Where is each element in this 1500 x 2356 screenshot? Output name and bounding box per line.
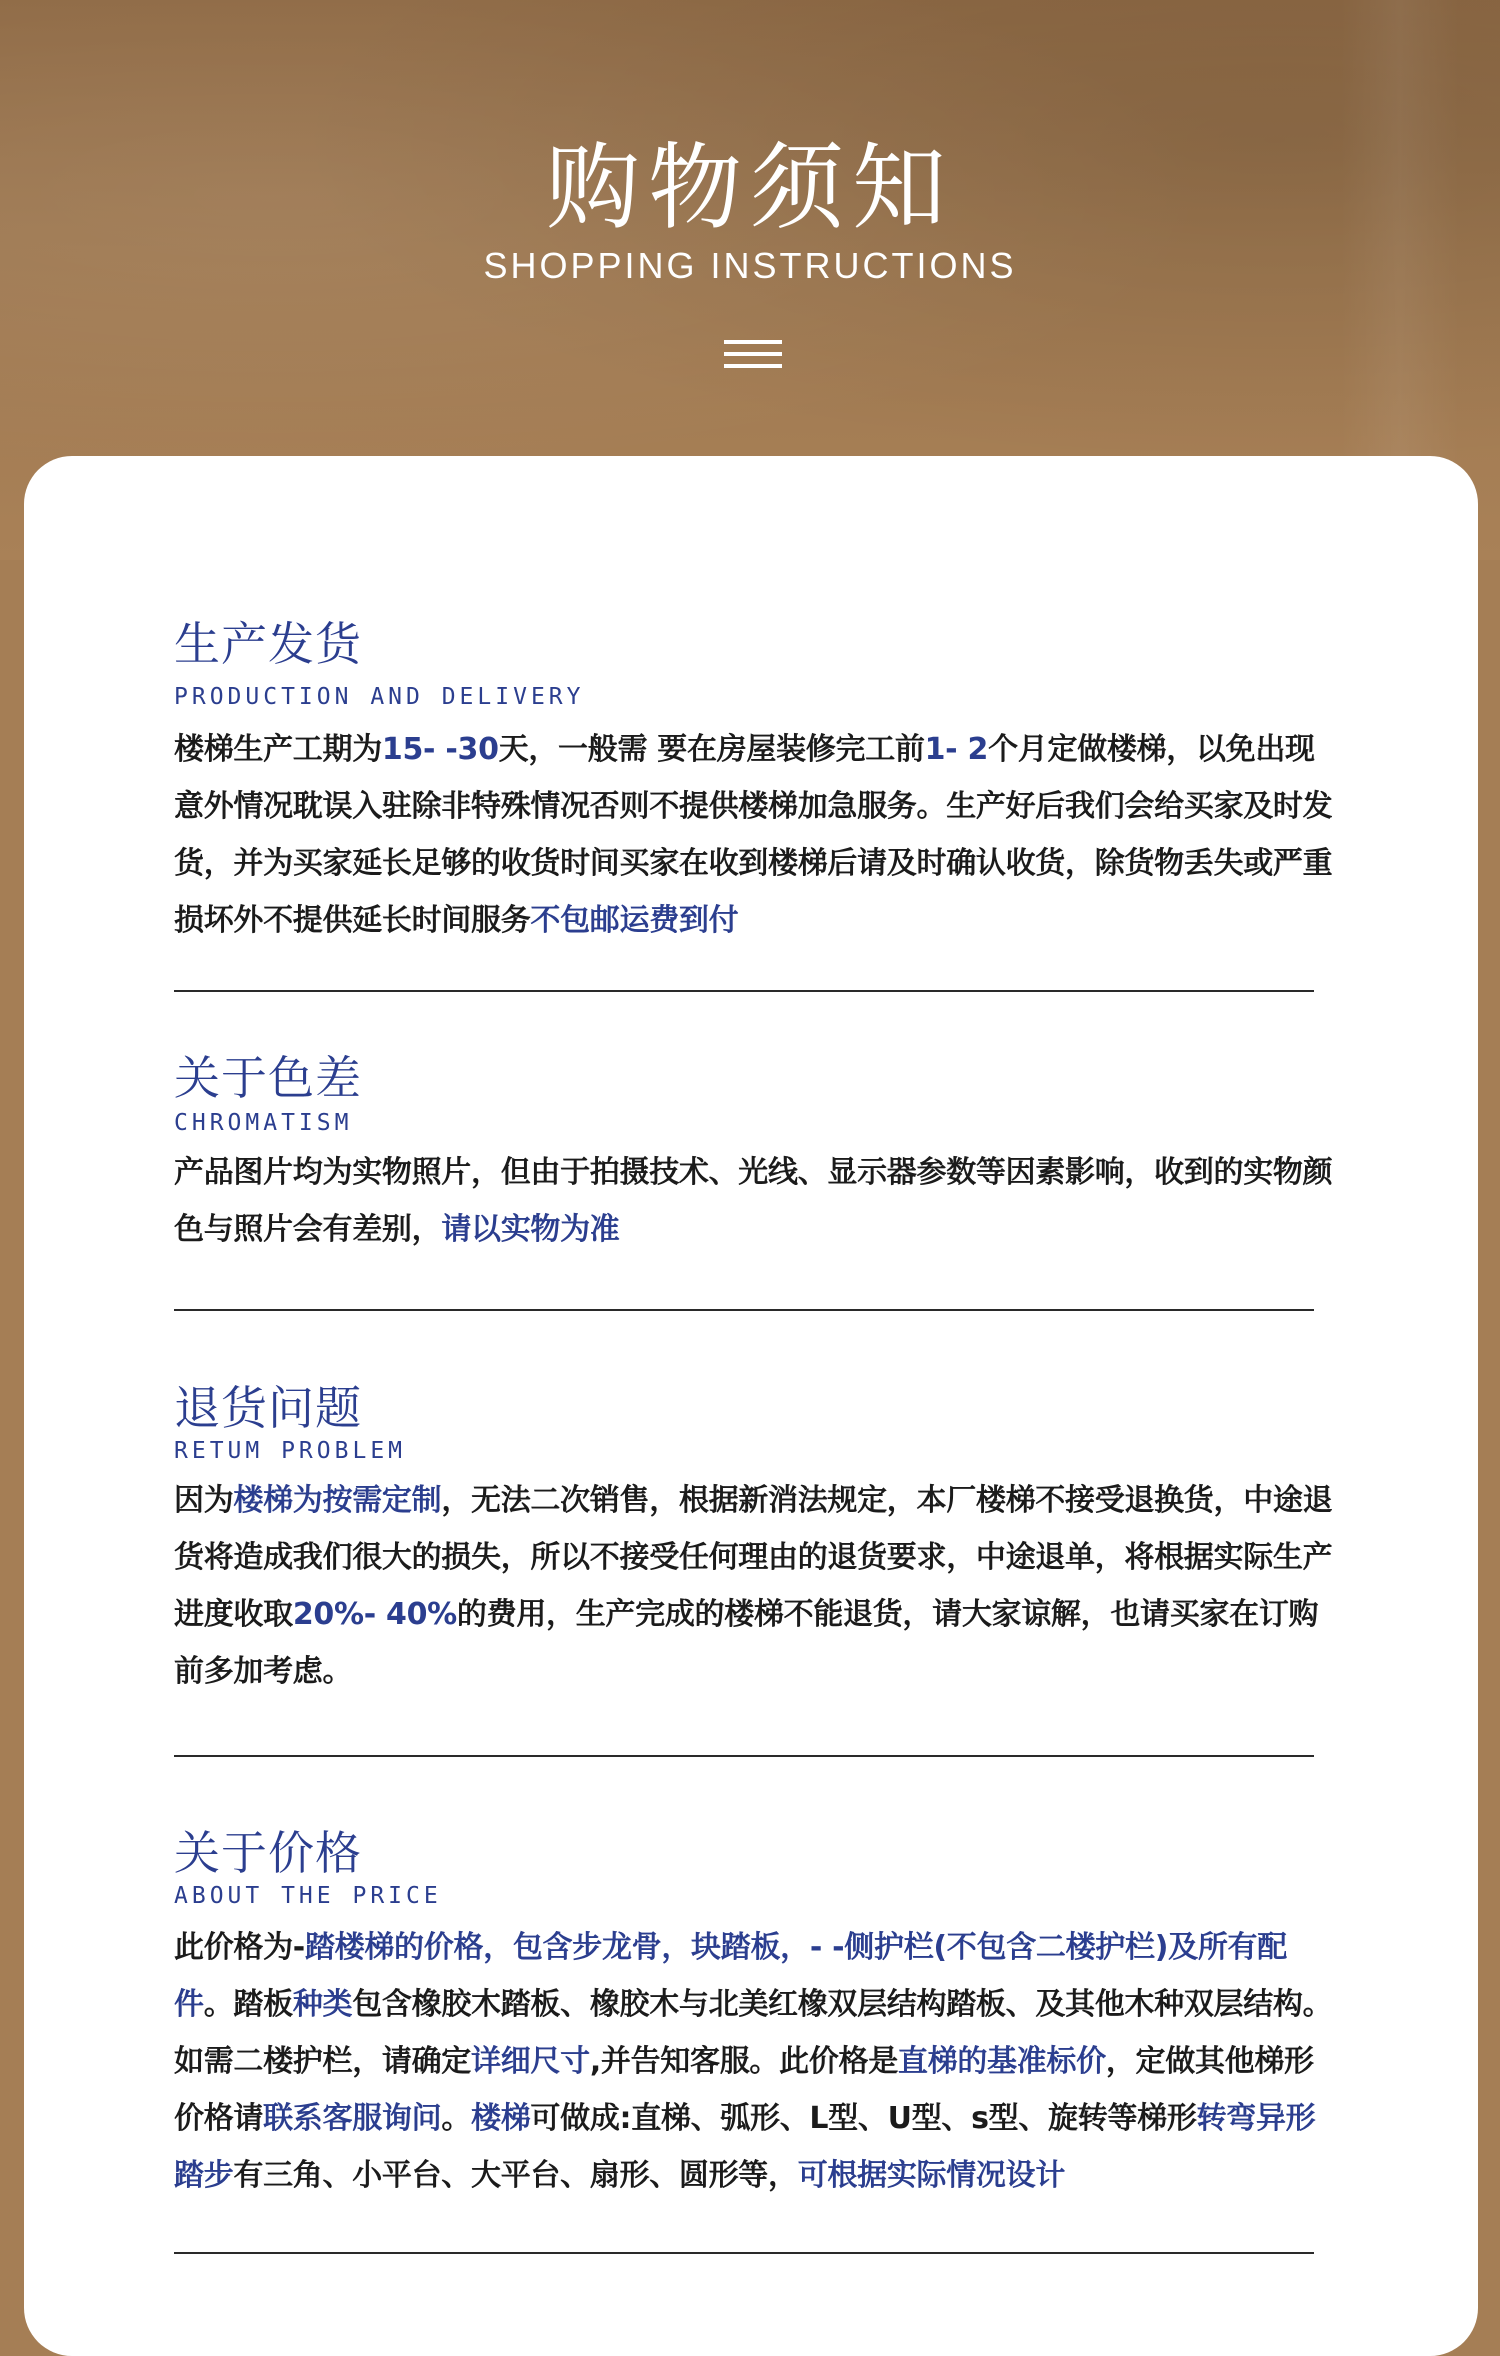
section-subtitle: PRODUCTION AND DELIVERY	[174, 684, 585, 710]
body-text: 天，一般需 要在房屋装修完工前	[498, 732, 925, 767]
highlight-text: 可根据实际情况设计	[797, 2158, 1066, 2193]
divider	[174, 2252, 1314, 2254]
highlight-text: 请以实物为准	[441, 1212, 620, 1247]
highlight-text: 15- -30	[381, 732, 499, 767]
body-text: 此价格为-	[174, 1930, 305, 1965]
highlight-text: 20%- 40%	[292, 1597, 457, 1632]
section-body	[174, 721, 1334, 949]
section-body	[174, 1472, 1334, 1700]
body-text: 产品图片均为实物照片，但由于拍摄技术、光线、显示器参数等因素影响，收到的实物颜色与照片会有差别，	[174, 1155, 1333, 1247]
highlight-text: 楼梯	[471, 2101, 531, 2136]
section-title: 关于价格	[174, 1826, 362, 1880]
divider	[174, 1755, 1314, 1757]
highlight-text: 踏楼梯的价格，包含步龙骨，块踏板，- -侧护栏(不包含二楼护栏)及所有配件	[174, 1930, 1287, 2022]
body-text: ，无法二次销售，根据新消法规定，本厂楼梯不接受退换货，中途退货将造成我们很大的损失，所以不接受任何理由的退货要求，中途退单，将根据实际生产进度收取	[174, 1483, 1333, 1632]
body-text: 因为	[174, 1483, 234, 1518]
body-text: 。踏板	[203, 1987, 293, 2022]
divider	[174, 1309, 1314, 1311]
highlight-text: 1- 2	[924, 732, 989, 767]
hamburger-menu-icon	[724, 340, 782, 368]
body-text: 。	[441, 2101, 472, 2136]
highlight-text: 不包邮运费到付	[530, 903, 739, 938]
section-subtitle: RETUM PROBLEM	[174, 1438, 407, 1464]
body-text: 楼梯生产工期为	[174, 732, 382, 767]
highlight-text: 联系客服询问	[263, 2101, 442, 2136]
body-text: 有三角、小平台、大平台、扇形、圆形等，	[233, 2158, 798, 2193]
section-title: 关于色差	[174, 1051, 362, 1105]
highlight-text: 种类	[292, 1987, 353, 2022]
body-text: 可做成:直梯、弧形、L型、U型、s型、旋转等梯形	[530, 2101, 1197, 2136]
section-body	[174, 1144, 1334, 1258]
body-text: 的费用，生产完成的楼梯不能退货，请大家谅解，也请买家在订购前多加考虑。	[174, 1597, 1319, 1689]
highlight-text: 转弯异形踏步	[174, 2101, 1316, 2193]
body-text: ,并告知客服。此价格是	[589, 2044, 898, 2079]
page-subtitle: SHOPPING INSTRUCTIONS	[483, 245, 1017, 286]
section-subtitle: CHROMATISM	[174, 1110, 353, 1136]
body-text: 包含橡胶木踏板、橡胶木与北美红橡双层结构踏板、及其他木种双层结构。如需二楼护栏，请确定	[174, 1987, 1333, 2079]
section-subtitle: ABOUT THE PRICE	[174, 1883, 442, 1909]
body-text: ，定做其他梯形价格请	[174, 2044, 1314, 2136]
page-title: 购物须知	[545, 134, 954, 243]
section-title: 退货问题	[174, 1381, 362, 1435]
section-title: 生产发货	[174, 617, 362, 671]
divider	[174, 990, 1314, 992]
section-body	[174, 1919, 1334, 2204]
highlight-text: 详细尺寸	[471, 2044, 590, 2079]
body-text: 个月定做楼梯，以免出现意外情况耽误入驻除非特殊情况否则不提供楼梯加急服务。生产好后我们会给买家及时发货，并为买家延长足够的收货时间买家在收到楼梯后请及时确认收货，除货物丢失或严重损坏外不提供延长时间服务	[174, 732, 1333, 938]
highlight-text: 直梯的基准标价	[897, 2044, 1106, 2079]
highlight-text: 楼梯为按需定制	[233, 1483, 442, 1518]
